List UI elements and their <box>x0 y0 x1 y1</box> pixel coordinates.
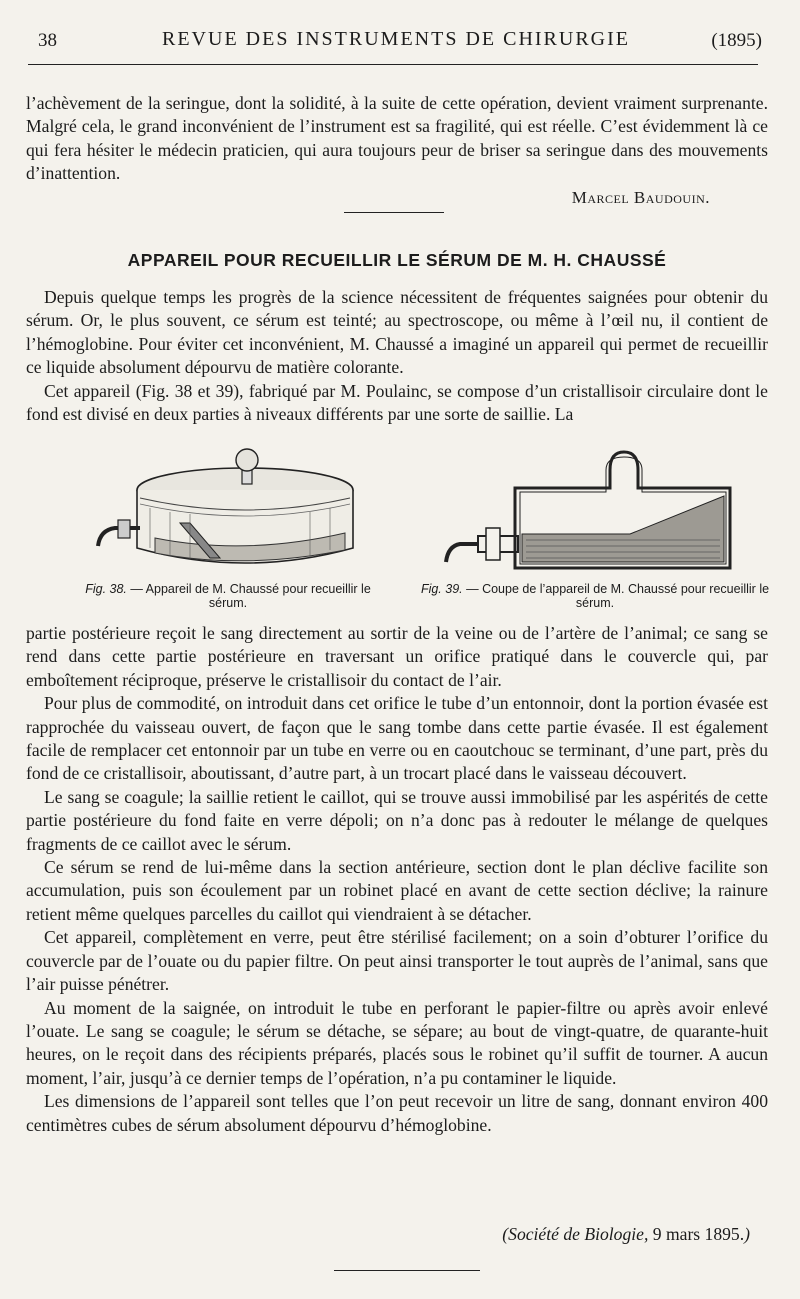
intro-paragraph: Depuis quelque temps les progrès de la science nécessitent de fréquentes saignées pour obtenir du sérum. Or, le plus souvent, ce sérum est teinté; au spectroscope, ou même à l’œil nu, il contient de l’hémoglobine. Pour éviter cet inconvénient, M. Chaussé a imaginé un appareil qui permet de recueillir ce liquide absolument dépourvu de matière colorante. <box>26 287 768 378</box>
figure-39-cross-section <box>430 448 770 578</box>
body-paragraph: Les dimensions de l’appareil sont telles que l’on peut recevoir un litre de sang, donnant environ 400 centimètres cubes de sérum absolument dépourvu d’hémoglobine. <box>26 1091 768 1135</box>
body-paragraph: Pour plus de commodité, on introduit dans cet orifice le tube d’un entonnoir, dont la portion évasée est rapprochée du vaisseau ouvert, de façon que le sang tombe dans cette partie évasée. Il est également facile de remplacer cet entonnoir par un tube en verre ou en caoutchouc se terminant, d’une part, près du fond de ce cristallisoir, aboutissant, d’autre part, à un trocart placé dans le vaisseau découvert. <box>26 693 768 784</box>
article-separator <box>344 212 444 213</box>
figure-38-caption <box>78 582 378 610</box>
page-header <box>30 24 762 52</box>
previous-article-ending <box>26 92 768 186</box>
previous-article-text: l’achèvement de la seringue, dont la solidité, à la suite de cette opération, devient vraiment surprenante. Malgré cela, le grand inconvénient de l’instrument est sa fragilité, qui est réelle. C’est évidemment là ce qui fera hésiter le médecin praticien, qui aura toujours peur de briser sa seringue dans des mouvements d’inattention. <box>26 93 768 184</box>
page-number: 38 <box>38 30 57 51</box>
running-title: REVUE DES INSTRUMENTS DE CHIRURGIE <box>162 28 630 50</box>
header-rule <box>28 64 758 65</box>
header-year: (1895) <box>711 30 762 51</box>
article-body <box>26 622 768 1137</box>
article-title: APPAREIL POUR RECUEILLIR LE SÉRUM DE M. H. CHAUSSÉ <box>127 250 667 270</box>
figure-39-caption <box>420 582 770 610</box>
intro-paragraph: Cet appareil (Fig. 38 et 39), fabriqué par M. Poulainc, se compose d’un cristallisoir circulaire dont le fond est divisé en deux parties à niveaux différents par une sorte de saillie. La <box>26 380 768 425</box>
body-paragraph: Ce sérum se rend de lui-même dans la section antérieure, section dont le plan déclive facilite son accumulation, puis son écoulement par un robinet placé en avant de cette section déclive; la rainure retient même quelques parcelles du caillot qui viendraient à se détacher. <box>26 857 768 924</box>
body-paragraph: Cet appareil, complètement en verre, peut être stérilisé facilement; on a soin d’obturer l’orifice du couvercle par de l’ouate ou du papier filtre. On peut ainsi transporter le tout auprès de l’animal, sans que l’air puisse pénétrer. <box>26 927 768 995</box>
author-signature: Marcel Baudouin. <box>571 188 710 207</box>
citation-source: Société de Biologie <box>508 1224 644 1244</box>
figure-39-label: Fig. 39. <box>420 582 463 596</box>
body-paragraph: Le sang se coagule; la saillie retient le caillot, qui se trouve aussi immobilisé par les aspérités de cette partie postérieure du fond faite en verre dépoli; on n’a donc pas à redouter le mélange de quelques fragments de ce caillot avec le sérum. <box>26 786 768 854</box>
source-citation: (Société de Biologie, 9 mars 1895.) <box>502 1224 750 1244</box>
figure-39-caption-text: — Coupe de l’appareil de M. Chaussé pour recueillir le sérum. <box>466 582 770 610</box>
figure-38-apparatus-illustration <box>60 438 380 578</box>
citation-date: 9 mars 1895. <box>652 1224 745 1244</box>
body-paragraph: Au moment de la saignée, on introduit le tube en perforant le papier-filtre ou après avoir enlevé l’ouate. Le sang se coagule; le sérum se détache, se sépare; au bout de vingt-quatre, de quarante-huit heures, on le reçoit dans des récipients préparés, placés sous le robinet qu’il suffit de tourner. A aucun moment, l’air, jusqu’à ce dernier temps de l’opération, n’a pu contaminer le liquide. <box>26 997 768 1088</box>
end-rule <box>334 1270 480 1271</box>
article-intro <box>26 286 768 426</box>
body-paragraph: partie postérieure reçoit le sang directement au sortir de la veine ou de l’artère de l’animal; ce sang se rend dans cette partie postérieure en traversant un orifice pratiqué dans le couvercle qui, par emboîtement réciproque, préserve le cristallisoir du contact de l’air. <box>26 623 768 690</box>
figure-38-label: Fig. 38. <box>85 582 127 596</box>
figure-38-caption-text: — Appareil de M. Chaussé pour recueillir le sérum. <box>130 582 371 610</box>
